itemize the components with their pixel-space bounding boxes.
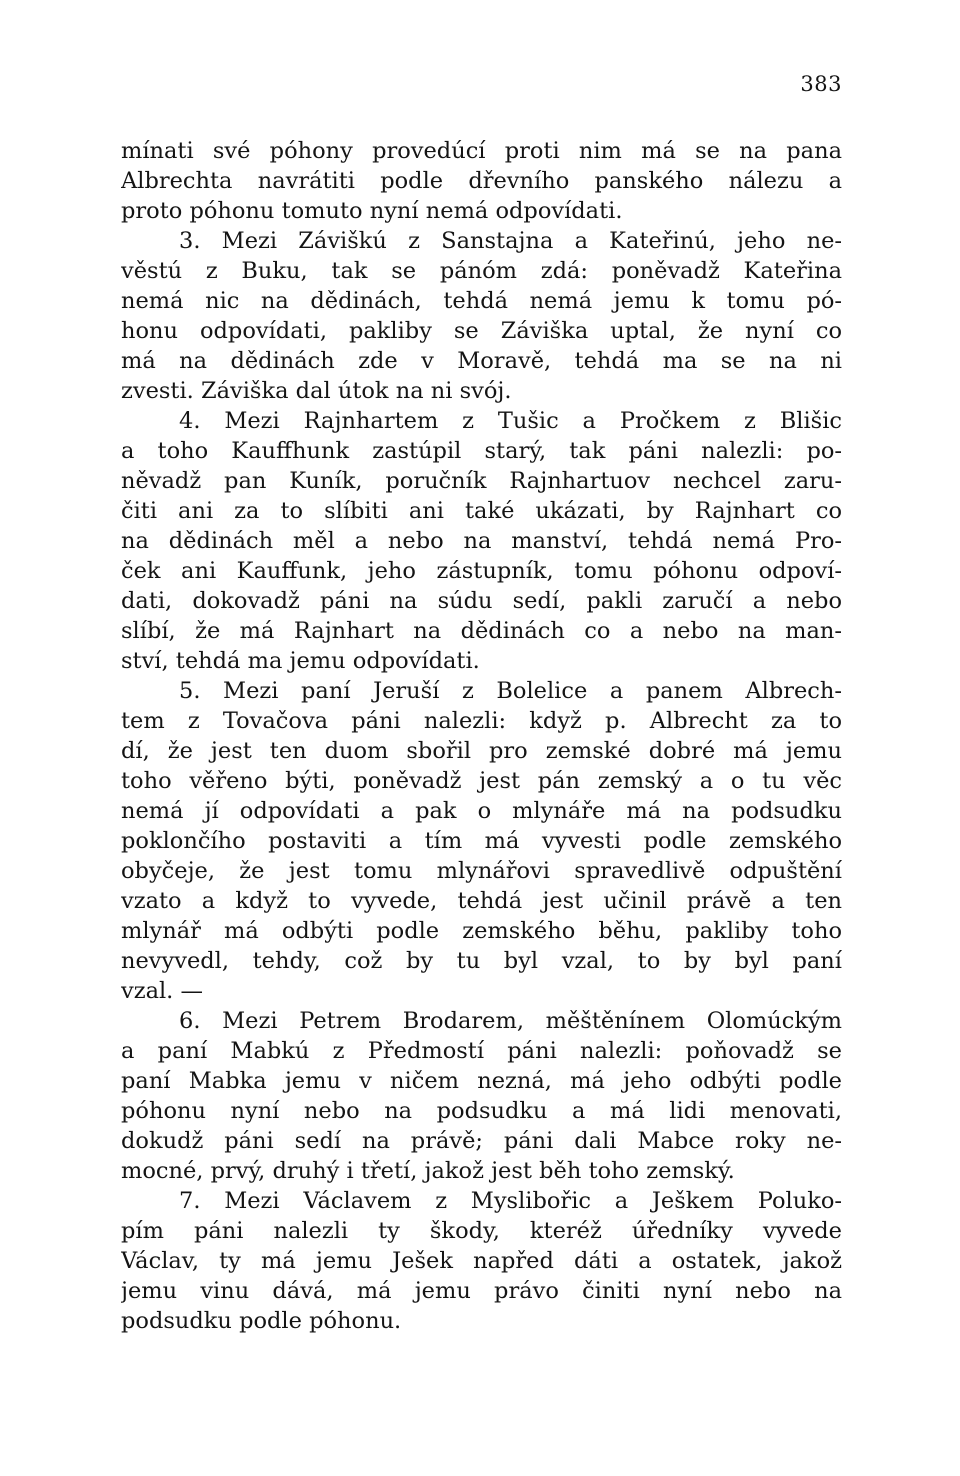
text-line: a paní Mabkú z Předmostí páni nalezli: poňovadž se (121, 1038, 842, 1064)
text-line: ství, tehdá ma jemu odpovídati. (121, 648, 480, 674)
text-line: toho věřeno býti, poněvadž jest pán zemský a o tu věc (121, 768, 842, 794)
text-line: a toho Kauffhunk zastúpil starý, tak páni nalezli: po- (121, 438, 842, 464)
text-line: pím páni nalezli ty škody, kteréž úředníky vyvede (121, 1218, 842, 1244)
text-line: věstú z Buku, tak se pánóm zdá: poněvadž Kateřina (121, 258, 842, 284)
text-line: póhonu nyní nebo na podsudku a má lidi menovati, (121, 1098, 842, 1124)
text-line: 5. Mezi paní Jeruší z Bolelice a panem Albrech- (179, 678, 842, 704)
text-line: nemá jí odpovídati a pak o mlynáře má na podsudku (121, 798, 842, 824)
body-text (121, 136, 842, 1336)
text-line: nemá nic na dědinách, tehdá nemá jemu k tomu pó- (121, 288, 842, 314)
text-line: 4. Mezi Rajnhartem z Tušic a Pročkem z Blišic (179, 408, 842, 434)
text-line: tem z Tovačova páni nalezli: když p. Albrecht za to (121, 708, 842, 734)
text-line: mlynář má odbýti podle zemského běhu, pakliby toho (121, 918, 842, 944)
text-line: slíbí, že má Rajnhart na dědinách co a nebo na man- (121, 618, 842, 644)
text-line: má na dědinách zde v Moravě, tehdá ma se na ni (121, 348, 842, 374)
text-line: vzato a když to vyvede, tehdá jest učinil právě a ten (121, 888, 842, 914)
text-line: ček ani Kauffunk, jeho zástupník, tomu póhonu odpoví- (121, 558, 842, 584)
text-line: obyčeje, že jest tomu mlynářovi spravedlivě odpuštění (121, 858, 842, 884)
text-line: dati, dokovadž páni na súdu sedí, pakli zaručí a nebo (121, 588, 842, 614)
text-line: čiti ani za to slíbiti ani také ukázati, by Rajnhart co (121, 498, 842, 524)
text-line: 6. Mezi Petrem Brodarem, měštěnínem Olomúckým (179, 1008, 842, 1034)
text-line: nevyvedl, tehdy, což by tu byl vzal, to by byl paní (121, 948, 842, 974)
text-line: jemu vinu dává, má jemu právo činiti nyní nebo na (121, 1278, 842, 1304)
text-line: na dědinách měl a nebo na manství, tehdá nemá Pro- (121, 528, 842, 554)
text-line: paní Mabka jemu v ničem nezná, má jeho odbýti podle (121, 1068, 842, 1094)
text-line: Václav, ty má jemu Ješek napřed dáti a ostatek, jakož (121, 1248, 842, 1274)
text-line: zvesti. Záviška dal útok na ni svój. (121, 378, 512, 404)
text-line: mocné, prvý, druhý i třetí, jakož jest běh toho zemský. (121, 1158, 735, 1184)
text-line: něvadž pan Kuník, poručník Rajnhartuov nechcel zaru- (121, 468, 842, 494)
text-line: podsudku podle póhonu. (121, 1308, 402, 1334)
text-line: poklončího postaviti a tím má vyvesti podle zemského (121, 828, 842, 854)
text-line: 3. Mezi Záviškú z Sanstajna a Kateřinú, jeho ne- (179, 228, 842, 254)
text-line: dokudž páni sedí na právě; páni dali Mabce roky ne- (121, 1128, 842, 1154)
text-line: dí, že jest ten duom sbořil pro zemské dobré má jemu (121, 738, 842, 764)
text-line: proto póhonu tomuto nyní nemá odpovídati. (121, 198, 623, 224)
text-line: Albrechta navrátiti podle dřevního panského nálezu a (121, 168, 842, 194)
page-number: 383 (800, 72, 842, 96)
text-line: mínati své póhony provedúcí proti nim má se na pana (121, 138, 842, 164)
text-line: 7. Mezi Václavem z Myslibořic a Ješkem Poluko- (179, 1188, 842, 1214)
text-line: honu odpovídati, pakliby se Záviška uptal, že nyní co (121, 318, 842, 344)
text-line: vzal. — (121, 978, 203, 1004)
